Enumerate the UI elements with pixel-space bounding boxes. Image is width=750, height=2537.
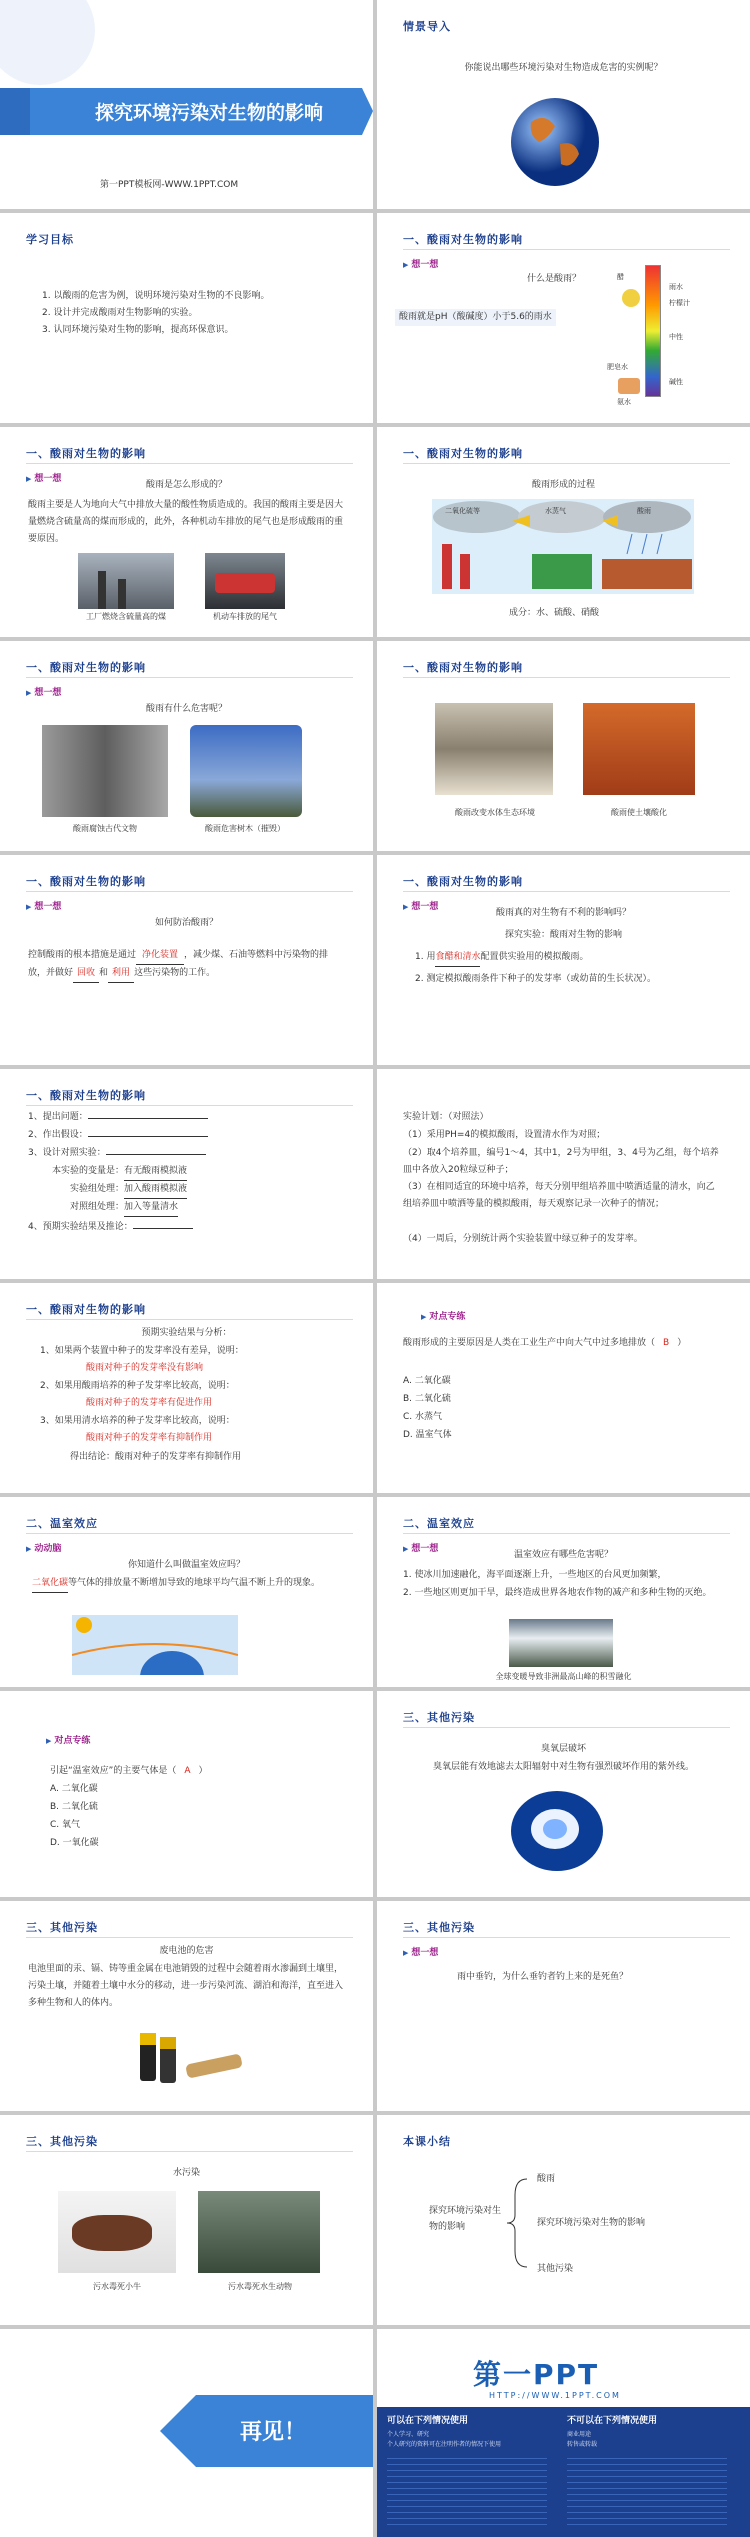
question: 如何防治酸雨？ [154, 918, 218, 928]
subheading: ▶ 想一想 [26, 685, 61, 698]
label-so2: 二氧化硫等 [445, 507, 480, 515]
slide-23 [0, 2329, 373, 2537]
subheading: ▶ 动动脑 [26, 1541, 61, 1554]
option-c: C. 氧气 [50, 1820, 81, 1830]
slide-heading: 三、其他污染 [26, 2135, 98, 2148]
result-2: 2、如果用酸雨培养的种子发芽率比较高，说明： [40, 1381, 235, 1391]
subheading: ▶ 想一想 [26, 471, 61, 484]
can-use-title: 可以在下列情况使用 [387, 2416, 469, 2426]
text-part: 引起“温室效应”的主要气体是（ [50, 1766, 177, 1776]
step-hypothesis [28, 1127, 208, 1144]
soil-image [583, 703, 695, 795]
text-part: 等气体的排放量不断增加导致的地球平均气温不断上升的现象。 [68, 1578, 321, 1588]
answer: B [663, 1338, 670, 1348]
definition: 酸雨就是pH（酸碱度）小于5.6的雨水 [395, 309, 556, 326]
question: 你知道什么叫做温室效应吗？ [127, 1560, 245, 1570]
divider [403, 1533, 730, 1534]
text-part: ） [677, 1338, 687, 1348]
slide-24 [377, 2329, 750, 2537]
option-b: B. 二氧化硫 [403, 1394, 451, 1404]
dead-fish-image [435, 703, 553, 795]
caption-1: 酸雨腐蚀古代文物 [73, 824, 137, 833]
plan-4: （4）一周后，分别统计两个实验装置中绿豆种子的发芽率。 [403, 1234, 643, 1244]
option-d: D. 一氧化碳 [50, 1838, 99, 1848]
exhaust-image [205, 553, 285, 609]
divider [26, 463, 353, 464]
variable [52, 1163, 187, 1181]
text-part: 2、作出假设： [28, 1130, 88, 1140]
cover-title: 探究环境污染对生物的影响 [95, 102, 324, 124]
subheading: ▶ 想一想 [403, 1541, 438, 1554]
slide-14 [377, 1283, 750, 1493]
caption-1: 酸雨改变水体生态环境 [455, 808, 535, 817]
slide-heading: 一、酸雨对生物的影响 [403, 875, 523, 888]
divider [26, 1105, 353, 1106]
experiment-title: 探究实验：酸雨对生物的影响 [504, 930, 622, 940]
option-a: A. 二氧化碳 [403, 1376, 451, 1386]
slide-3 [0, 213, 373, 423]
plan-1: （1）采用PH=4的模拟酸雨，设置清水作为对照； [403, 1130, 606, 1140]
goal-2: 2. 设计并完成酸雨对生物影响的实验。 [42, 308, 198, 318]
caption-1: 工厂燃烧含硫量高的煤 [86, 612, 166, 621]
question: 雨中垂钓，为什么垂钓者钓上来的是死鱼？ [457, 1972, 629, 1982]
subheading: ▶ 对点专练 [46, 1733, 90, 1746]
question: 什么是酸雨？ [527, 274, 582, 284]
caption-1: 污水毒死小牛 [93, 2282, 141, 2291]
bye-banner [0, 2329, 373, 2537]
slide-heading: 三、其他污染 [403, 1921, 475, 1934]
blank-1: 净化装置 [136, 947, 184, 965]
conclusion: 得出结论：酸雨对种子的发芽率有抑制作用 [70, 1452, 242, 1462]
divider [26, 677, 353, 678]
components: 成分：水、硫酸、硝酸 [509, 608, 600, 618]
option-b: B. 二氧化硫 [50, 1802, 98, 1812]
text-part: 4、预期实验结果及推论： [28, 1222, 133, 1232]
text-part: 3、设计对照实验： [28, 1148, 106, 1158]
title: 水污染 [172, 2168, 200, 2178]
text-part: 控制酸雨的根本措施是通过 [28, 950, 137, 960]
divider [403, 891, 730, 892]
cannot-use-1: 商业用途 [567, 2431, 592, 2438]
divider [403, 1937, 730, 1938]
title: 废电池的危害 [159, 1946, 214, 1956]
label-acid-rain: 酸雨 [637, 507, 651, 515]
slide-6 [377, 427, 750, 637]
harm-2: 2. 一些地区则更加干旱，最终造成世界各地农作物的减产和多种生物的灭绝。 [403, 1588, 712, 1598]
paragraph: 臭氧层能有效地滤去太阳辐射中对生物有强烈破坏作用的紫外线。 [432, 1762, 694, 1772]
divider [26, 891, 353, 892]
slide-4 [377, 213, 750, 423]
slide-7 [0, 641, 373, 851]
slide-5 [0, 427, 373, 637]
experimental-group [70, 1181, 187, 1199]
lemon-bottle-icon [620, 283, 642, 313]
slide-13 [0, 1283, 373, 1493]
ozone-hole-image [507, 1789, 607, 1873]
summary-root: 探究环境污染对生物的影响 [429, 2206, 502, 2232]
slide-heading: 一、酸雨对生物的影响 [26, 661, 146, 674]
dead-trees-image [190, 725, 302, 817]
cannot-use-2: 转售或转载 [567, 2441, 598, 2448]
result-1: 1、如果两个装置中种子的发芽率没有差异，说明： [40, 1346, 244, 1356]
factory-image [78, 553, 174, 609]
divider [403, 1727, 730, 1728]
slide-heading: 一、酸雨对生物的影响 [26, 1089, 146, 1102]
divider [26, 1533, 353, 1534]
slide-2 [377, 0, 750, 209]
text-part: 对照组处理： [70, 1202, 125, 1212]
slide-heading: 二、温室效应 [26, 1517, 98, 1530]
text-part: 这些污染物的工作。 [134, 968, 216, 978]
slide-heading: 一、酸雨对生物的影响 [403, 661, 523, 674]
slide-16 [377, 1497, 750, 1687]
text-part: 1. 用 [415, 952, 436, 962]
slide-heading: 情景导入 [403, 20, 451, 33]
slide-heading: 一、酸雨对生物的影响 [26, 1303, 146, 1316]
slide-heading: 学习目标 [26, 233, 74, 246]
ph-label-5: 肥皂水 [607, 363, 628, 371]
ph-scale [645, 265, 661, 397]
slide-11 [0, 1069, 373, 1279]
option-d: D. 温室气体 [403, 1430, 452, 1440]
question [50, 1763, 208, 1780]
can-use-1: 个人学习、研究 [387, 2431, 430, 2438]
branch-acid-rain: 酸雨 [537, 2174, 556, 2184]
ph-label-4: 碱性 [669, 378, 683, 386]
answer-3: 酸雨对种子的发芽率有抑制作用 [86, 1433, 213, 1443]
slide-heading: 本课小结 [403, 2135, 451, 2148]
blank: 食醋和清水 [435, 949, 480, 967]
answer: A [184, 1766, 191, 1776]
slide-22 [377, 2115, 750, 2325]
text-part: 本实验的变量是： [52, 1166, 125, 1176]
slide-17 [0, 1691, 373, 1897]
caption-2: 污水毒死水生动物 [228, 2282, 292, 2291]
ph-label-1: 醋 [617, 273, 624, 281]
caption-2: 机动车排放的尾气 [213, 612, 277, 621]
caption: 全球变暖导致非洲最高山峰的积雪融化 [495, 1672, 632, 1681]
text-part: 和 [99, 968, 109, 978]
step-question [28, 1109, 208, 1126]
answer-1: 酸雨对种子的发芽率没有影响 [86, 1363, 204, 1373]
question: 酸雨真的对生物有不利的影响吗？ [495, 908, 631, 918]
question: 你能说出哪些环境污染对生物造成危害的实例呢？ [464, 63, 663, 73]
slide-heading: 一、酸雨对生物的影响 [403, 233, 523, 246]
slide-heading: 三、其他污染 [403, 1711, 475, 1724]
text-part: 配置供实验用的模拟酸雨。 [480, 952, 589, 962]
goal-1: 1. 以酸雨的危害为例，说明环境污染对生物的不良影响。 [42, 291, 270, 301]
divider [26, 1319, 353, 1320]
globe-image [505, 92, 605, 192]
slide-heading: 一、酸雨对生物的影响 [26, 875, 146, 888]
text-part: 实验组处理： [70, 1184, 125, 1194]
subheading: ▶ 想一想 [403, 899, 438, 912]
batteries-image [130, 2029, 260, 2091]
plan-title: 实验计划：（对照法） [403, 1112, 489, 1122]
brand-logo: 第一PPT [473, 2358, 600, 2391]
question [403, 1335, 703, 1352]
branch-experiment: 探究环境污染对生物的影响 [537, 2218, 646, 2228]
term: 二氧化碳 [32, 1575, 68, 1593]
step-expected [28, 1219, 193, 1236]
plan-2: （2）取4个培养皿，编号1～4，其中1，2号为甲组，3、4号为乙组，每个培养皿中各放入20粒绿豆种子； [403, 1148, 719, 1175]
result-3: 3、如果用清水培养的种子发芽率比较高，说明： [40, 1416, 235, 1426]
label-vapor: 水蒸气 [545, 507, 566, 515]
blank-3: 利用 [108, 965, 134, 983]
subheading: ▶ 想一想 [403, 257, 438, 270]
slide-heading: 一、酸雨对生物的影响 [26, 447, 146, 460]
paragraph: 电池里面的汞、镉、铸等重金属在电池销毁的过程中会随着雨水渗漏到土壤里，污染土壤，并随着土壤中水分的移动，进一步污染河流、湖泊和海洋，直至进入多种生物和人的体内。 [28, 1964, 344, 2008]
goal-3: 3. 认同环境污染对生物的影响，提高环保意识。 [42, 325, 234, 335]
text-part: 1、提出问题： [28, 1112, 88, 1122]
title: 臭氧层破坏 [540, 1744, 586, 1754]
slide-19 [0, 1901, 373, 2111]
cannot-use-title: 不可以在下列情况使用 [567, 2416, 658, 2426]
question: 酸雨是怎么形成的？ [145, 480, 227, 490]
question: 温室效应有哪些危害呢？ [513, 1550, 613, 1560]
caption-2: 酸雨危害树木（摧毁） [205, 824, 285, 833]
blank: 加入酸雨模拟液 [124, 1181, 187, 1199]
step-design [28, 1145, 206, 1162]
divider [26, 1937, 353, 1938]
results-title: 预期实验结果与分析： [141, 1328, 232, 1338]
step-1 [415, 949, 588, 967]
ph-label-2: 柠檬汁 [669, 299, 690, 307]
subheading: ▶ 对点专练 [421, 1309, 465, 1322]
brand-url: HTTP://WWW.1PPT.COM [489, 2391, 621, 2400]
answer-2: 酸雨对种子的发芽率有促进作用 [86, 1398, 213, 1408]
text-part: ，减少煤、石油等燃料中污染物的排放，并做好 [28, 950, 329, 978]
soap-icon [615, 373, 643, 397]
step-2: 2. 测定模拟酸雨条件下种子的发芽率（或幼苗的生长状况）。 [415, 974, 656, 984]
subheading: ▶ 想一想 [403, 1945, 438, 1958]
process-title: 酸雨形成的过程 [531, 480, 595, 490]
plan-3: （3）在相同适宜的环境中培养，每天分别甲组培养皿中喷洒适量的清水，向乙组培养皿中喷洒等量的模拟酸雨，每天观察记录一次种子的情况； [403, 1182, 715, 1209]
slide-15 [0, 1497, 373, 1687]
polluted-water-image [198, 2191, 320, 2273]
slide-21 [0, 2115, 373, 2325]
blank: 有无酸雨模拟液 [124, 1163, 187, 1181]
slide-9 [0, 855, 373, 1065]
slide-20 [377, 1901, 750, 2111]
text-part: 酸雨形成的主要原因是人类在工业生产中向大气中过多地排放（ [403, 1338, 656, 1348]
statue-image [42, 725, 168, 817]
slide-heading: 三、其他污染 [26, 1921, 98, 1934]
divider [403, 463, 730, 464]
slide-heading: 二、温室效应 [403, 1517, 475, 1530]
question: 酸雨有什么危害呢？ [145, 704, 227, 714]
cover-site: 第一PPT模板网-WWW.1PPT.COM [100, 180, 239, 190]
slide-8 [377, 641, 750, 851]
paragraph: 酸雨主要是人为地向大气中排放大量的酸性物质造成的。我国的酸雨主要是因大量燃烧含硫量高的煤而形成的，此外，各种机动车排放的尾气也是形成酸雨的重要原因。 [28, 500, 344, 544]
can-use-2: 个人研究的资料可在注明作者的情况下使用 [387, 2441, 502, 2448]
slide-18 [377, 1691, 750, 1897]
option-c: C. 水蒸气 [403, 1412, 443, 1422]
blank: 加入等量清水 [124, 1199, 178, 1217]
snow-mountain-image [509, 1619, 613, 1667]
blank-2: 回收 [73, 965, 99, 983]
divider [26, 2151, 353, 2152]
dead-calf-image [58, 2191, 176, 2273]
branch-other: 其他污染 [537, 2264, 574, 2274]
option-a: A. 二氧化碳 [50, 1784, 98, 1794]
link-list-left [387, 2453, 547, 2529]
control-group [70, 1199, 178, 1217]
slide-10 [377, 855, 750, 1065]
caption-2: 酸雨使土壤酸化 [611, 808, 667, 817]
divider [403, 249, 730, 250]
prevention-text [28, 947, 345, 983]
definition [32, 1575, 345, 1593]
slide-12 [377, 1069, 750, 1279]
bye-text: 再见！ [240, 2420, 307, 2445]
greenhouse-diagram [72, 1615, 238, 1675]
divider [403, 677, 730, 678]
summary-brace [505, 2175, 529, 2271]
ph-label-3: 中性 [669, 333, 683, 341]
ph-label-6: 氨水 [617, 398, 631, 406]
harm-1: 1. 使冰川加速融化，海平面逐渐上升，一些地区的台风更加频繁， [403, 1570, 667, 1580]
link-list-right [567, 2453, 727, 2529]
slide-1 [0, 0, 373, 209]
ph-label-0: 雨水 [669, 283, 683, 291]
slide-heading: 一、酸雨对生物的影响 [403, 447, 523, 460]
text-part: ） [198, 1766, 208, 1776]
subheading: ▶ 想一想 [26, 899, 61, 912]
